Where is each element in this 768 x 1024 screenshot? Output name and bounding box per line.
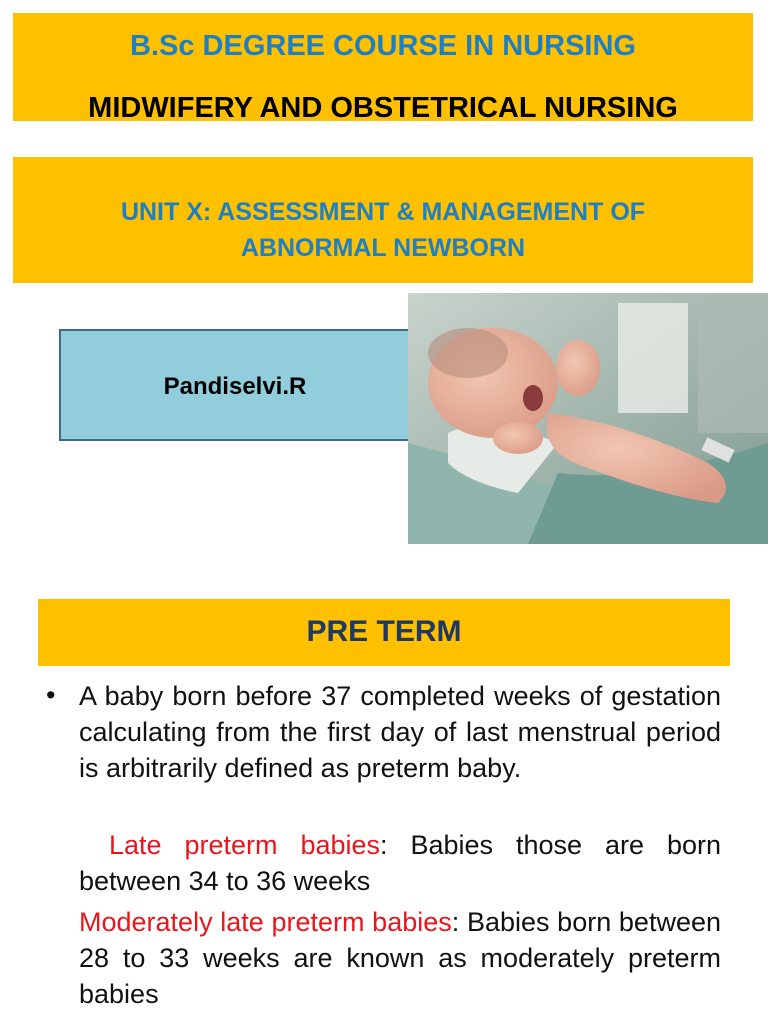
newborn-photo [408,293,768,544]
moderate-preterm-paragraph [79,904,721,1012]
moderate-preterm-description: : Babies born between 28 to 33 weeks are known as moderately preterm babies [79,907,721,1009]
late-preterm-description: : Babies those are born between 34 to 36 weeks [79,830,721,896]
section-title: PRE TERM [306,615,462,648]
section-header [38,599,730,666]
newborn-photo-illustration [408,293,768,544]
unit-title-line1: UNIT X: ASSESSMENT & MANAGEMENT OF [120,198,646,226]
unit-title [40,194,726,266]
author-name: Pandiselvi.R [163,373,307,400]
bullet-dot: • [46,680,56,710]
moderate-preterm-term: Moderately late preterm babies [79,907,452,937]
unit-title-line2: ABNORMAL NEWBORN [240,234,526,262]
late-preterm-paragraph [79,827,721,899]
late-preterm-term: Late preterm babies [109,830,381,860]
author-box [59,329,411,441]
subject-title: MIDWIFERY AND OBSTETRICAL NURSING [88,92,678,124]
course-title: B.Sc DEGREE COURSE IN NURSING [130,30,636,62]
definition-paragraph: A baby born before 37 completed weeks of gestation calculating from the first day of last menstrual period is arbitrarily defined as preterm baby. [79,681,721,783]
